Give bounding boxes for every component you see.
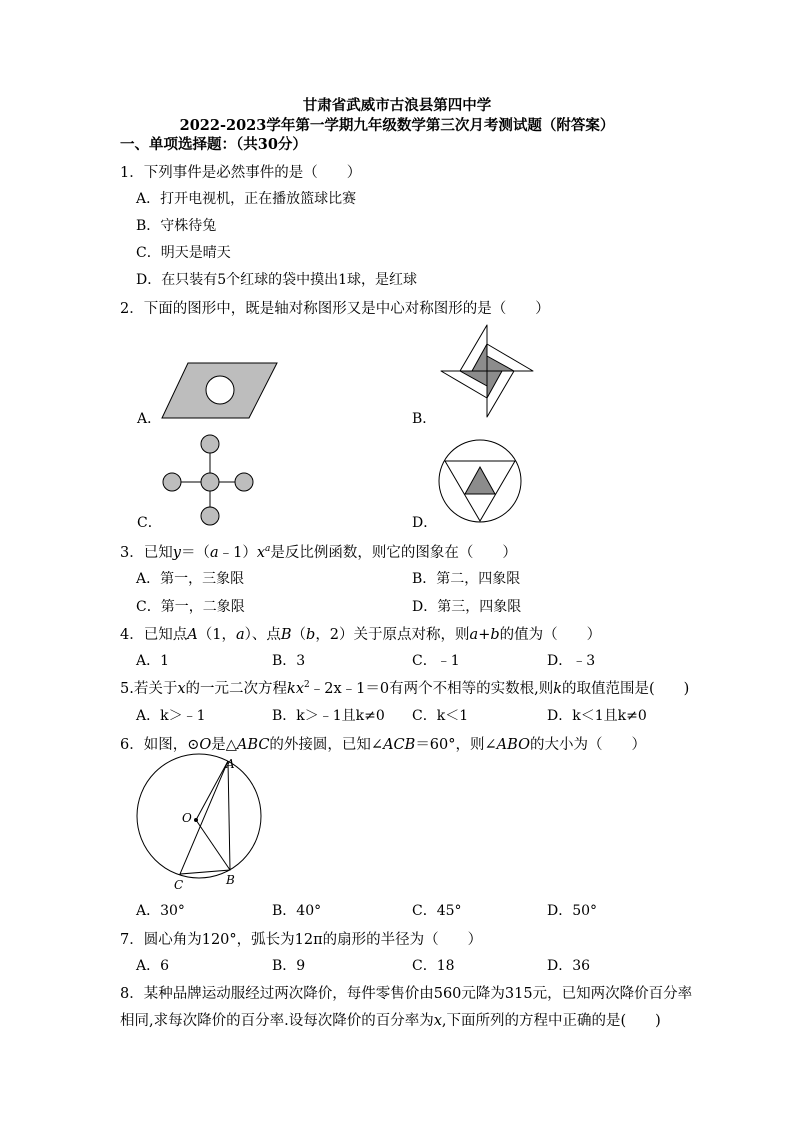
- question-6-option-d: D．50°: [547, 903, 598, 919]
- question-3-option-b: B．第二，四象限: [412, 571, 521, 587]
- triangle-in-circle-figure: [438, 436, 522, 526]
- question-8-stem-line2: 相同,求每次降价的百分率.设每次降价的百分率为x,下面所列的方程中正确的是( ): [120, 1013, 661, 1029]
- question-2-label-c: C．: [137, 515, 162, 531]
- question-2-label-b: B．: [412, 411, 437, 427]
- question-3-option-c: C．第一，二象限: [136, 599, 245, 615]
- question-3-option-d: D．第三，四象限: [412, 599, 522, 615]
- parallelogram-with-hole-figure: [160, 360, 280, 422]
- question-5-stem: 5.若关于x的一元二次方程$kx^2﹣2x﹣1=0$有两个不相等的实数根,则k的取值范围是( ): [120, 680, 690, 697]
- question-6-stem: 6．如图，⊙O是△ABC的外接圆，已知∠ACB＝60°，则∠ABO的大小为（ ）: [120, 737, 646, 753]
- point-label-o: O: [182, 811, 192, 825]
- pinwheel-figure: [438, 322, 536, 420]
- point-label-b: B: [226, 873, 235, 887]
- question-2-stem: 2．下面的图形中，既是轴对称图形又是中心对称图形的是（ ）: [120, 301, 550, 317]
- question-3-stem: 3．已知$y=(a﹣1)x^a$是反比例函数，则它的图象在（ ）: [120, 544, 517, 561]
- question-4-option-d: D．﹣3: [547, 653, 596, 669]
- question-7-option-b: B．9: [272, 958, 306, 974]
- question-1-stem: 1．下列事件是必然事件的是（ ）: [120, 165, 362, 181]
- question-7-stem: 7．圆心角为120°，弧长为12π的扇形的半径为（ ）: [120, 932, 483, 948]
- question-8-stem-line1: 8．某种品牌运动服经过两次降价，每件零售价由560元降为315元，已知两次降价百分率: [120, 986, 693, 1002]
- question-4-option-c: C．﹣1: [412, 653, 460, 669]
- question-7-option-c: C．18: [412, 958, 455, 974]
- question-1-option-b: B．守株待兔: [136, 218, 217, 234]
- question-6-option-c: C．45°: [412, 903, 462, 919]
- question-1-option-a: A．打开电视机，正在播放篮球比赛: [136, 191, 357, 207]
- question-3-option-a: A．第一，三象限: [136, 571, 245, 587]
- question-1-option-d: D．在只装有5个红球的袋中摸出1球，是红球: [136, 272, 418, 288]
- point-label-a: A: [226, 757, 235, 771]
- question-4-option-b: B．3: [272, 653, 306, 669]
- exam-title-exam: 2022-2023学年第一学期九年级数学第三次月考测试题（附答案）: [179, 117, 615, 134]
- question-5-option-b: B．k＞﹣1且k≠0: [272, 708, 385, 724]
- question-2-label-a: A．: [137, 411, 162, 427]
- circumscribed-circle-figure: [130, 752, 275, 897]
- question-7-option-d: D．36: [547, 958, 591, 974]
- question-1-option-c: C．明天是晴天: [136, 245, 231, 261]
- point-label-c: C: [174, 878, 184, 892]
- question-7-option-a: A．6: [136, 958, 170, 974]
- question-5-option-c: C．k＜1: [412, 708, 469, 724]
- question-2-label-d: D．: [412, 515, 438, 531]
- question-4-stem: 4．已知点A（1，a）、点B（b，2）关于原点对称，则a+b的值为（ ）: [120, 627, 602, 643]
- question-5-option-a: A．k＞﹣1: [136, 708, 206, 724]
- question-5-option-d: D．k＜1且k≠0: [547, 708, 647, 724]
- question-4-option-a: A．1: [136, 653, 170, 669]
- exam-title-school: 甘肃省武威市古浪县第四中学: [302, 97, 492, 114]
- cross-of-circles-figure: [160, 432, 260, 528]
- section-title: 一、单项选择题：（共30分）: [120, 136, 307, 153]
- question-6-option-b: B．40°: [272, 903, 322, 919]
- question-6-option-a: A．30°: [136, 903, 185, 919]
